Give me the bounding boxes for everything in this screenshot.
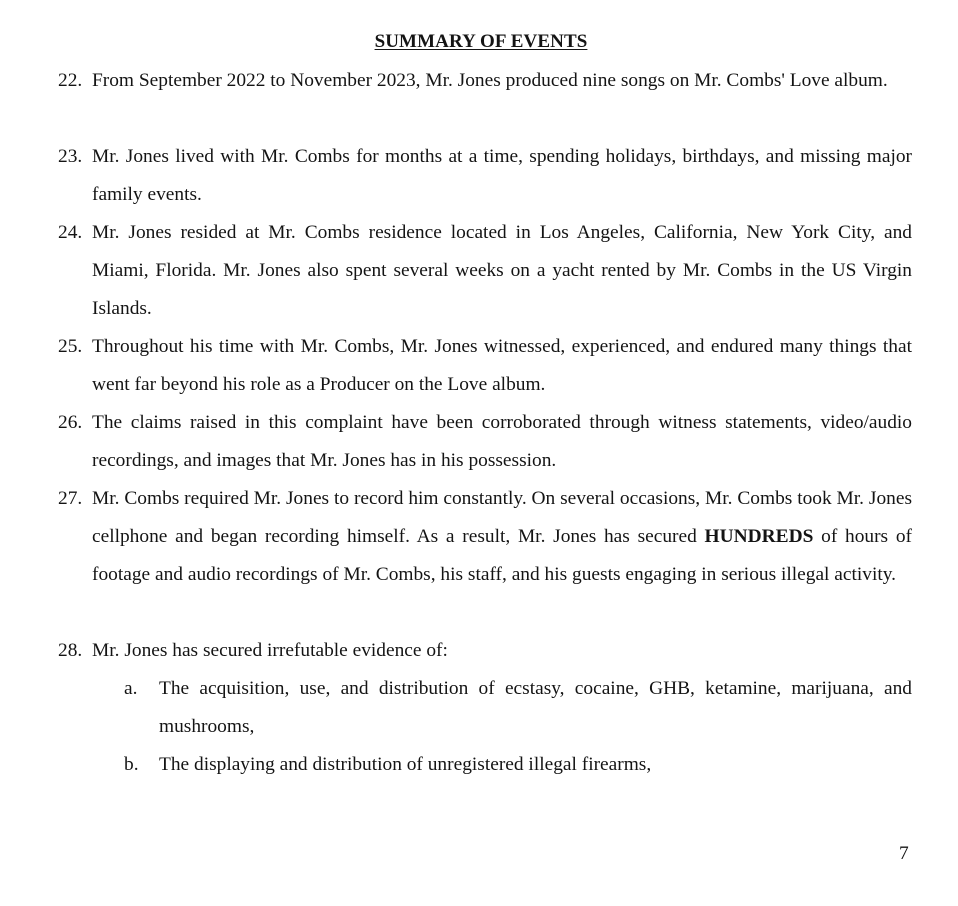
paragraph-24	[58, 214, 912, 328]
paragraph-28	[58, 632, 912, 670]
bold-emphasis: HUNDREDS	[704, 526, 814, 547]
paragraph-number: 22.	[58, 70, 83, 91]
paragraph-27	[58, 480, 912, 594]
text-after-bold: of hours of footage and audio recordings of Mr. Combs, his staff, and his guests engaging in serious illegal activity.	[92, 526, 912, 585]
paragraph-text: Mr. Jones resided at Mr. Combs residence located in Los Angeles, California, New York City, and Miami, Florida. Mr. Jones also spent several weeks on a yacht rented by Mr. Combs in the US Virgin Islands.	[92, 222, 912, 319]
paragraph-text: Throughout his time with Mr. Combs, Mr. Jones witnessed, experienced, and endured many things that went far beyond his role as a Producer on the Love album.	[92, 336, 912, 395]
paragraph-number: 24.	[58, 222, 83, 243]
section-heading: SUMMARY OF EVENTS	[374, 31, 588, 52]
paragraph-number: 26.	[58, 412, 83, 433]
page-number: 7	[899, 843, 909, 864]
subitem-b	[124, 746, 912, 784]
subitem-a	[124, 670, 912, 746]
paragraph-text: From September 2022 to November 2023, Mr. Jones produced nine songs on Mr. Combs' Love album.	[92, 70, 888, 91]
paragraph-22	[58, 62, 912, 100]
paragraph-25	[58, 328, 912, 404]
paragraph-26	[58, 404, 912, 480]
paragraph-number: 28.	[58, 640, 83, 661]
subitem-text: The displaying and distribution of unregistered illegal firearms,	[159, 754, 652, 775]
paragraph-number: 25.	[58, 336, 83, 357]
paragraph-23	[58, 138, 912, 214]
paragraph-text	[92, 480, 912, 594]
paragraph-number: 27.	[58, 488, 83, 509]
paragraph-text: Mr. Jones lived with Mr. Combs for months at a time, spending holidays, birthdays, and missing major family events.	[92, 146, 912, 205]
paragraph-number: 23.	[58, 146, 83, 167]
paragraph-text: Mr. Jones has secured irrefutable evidence of:	[92, 640, 448, 661]
subitem-letter: b.	[124, 754, 139, 775]
text-before-bold: Mr. Combs required Mr. Jones to record him constantly. On several occasions, Mr. Combs took Mr. Jones cellphone and began recording himself. As a result, Mr. Jones has secured	[92, 488, 912, 547]
subitem-letter: a.	[124, 678, 138, 699]
subitem-text: The acquisition, use, and distribution of ecstasy, cocaine, GHB, ketamine, marijuana, and mushrooms,	[159, 678, 912, 737]
paragraph-text: The claims raised in this complaint have been corroborated through witness statements, video/audio recordings, and images that Mr. Jones has in his possession.	[92, 412, 912, 471]
